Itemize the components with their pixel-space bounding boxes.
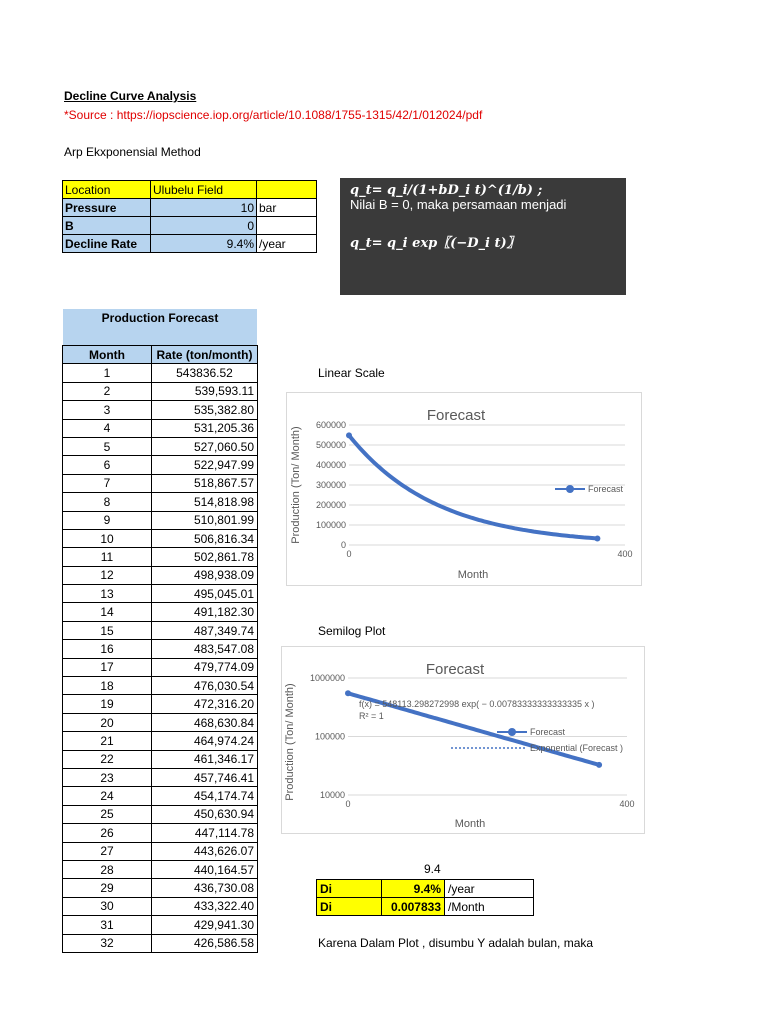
- rate-cell[interactable]: 498,938.09: [152, 566, 258, 584]
- month-cell[interactable]: 14: [63, 603, 152, 621]
- month-cell[interactable]: 22: [63, 750, 152, 768]
- linear-forecast-chart[interactable]: [286, 392, 642, 586]
- table-row: [63, 529, 258, 547]
- rate-cell[interactable]: 514,818.98: [152, 493, 258, 511]
- y-axis-label: Production (Ton/ Month): [290, 426, 302, 544]
- x-tick-label: 0: [346, 549, 352, 559]
- table-row: [63, 548, 258, 566]
- data-point: [346, 432, 352, 438]
- rate-cell[interactable]: 464,974.24: [152, 732, 258, 750]
- table-row: [63, 474, 258, 492]
- param-label[interactable]: B: [63, 217, 151, 235]
- month-cell[interactable]: 31: [63, 916, 152, 934]
- legend-trend-label: Exponential (Forecast ): [530, 743, 624, 753]
- column-header-rate[interactable]: Rate (ton/month): [152, 346, 258, 364]
- y-tick-label: 400000: [315, 460, 346, 470]
- chart-title: Forecast: [425, 661, 485, 678]
- di-row-month: [317, 898, 534, 916]
- series-line: [349, 435, 597, 538]
- month-cell[interactable]: 2: [63, 382, 152, 400]
- param-unit[interactable]: bar: [257, 199, 317, 217]
- param-row-location: [63, 181, 317, 199]
- y-tick-label: 100000: [315, 520, 346, 530]
- month-cell[interactable]: 32: [63, 934, 152, 952]
- table-row: [63, 879, 258, 897]
- param-value[interactable]: Ulubelu Field: [151, 181, 257, 199]
- month-cell[interactable]: 19: [63, 695, 152, 713]
- rate-cell[interactable]: 539,593.11: [152, 382, 258, 400]
- month-cell[interactable]: 10: [63, 529, 152, 547]
- table-row: [63, 603, 258, 621]
- month-cell[interactable]: 18: [63, 677, 152, 695]
- rate-cell[interactable]: 495,045.01: [152, 585, 258, 603]
- month-cell[interactable]: 20: [63, 713, 152, 731]
- di-label[interactable]: Di: [317, 880, 382, 898]
- table-row: [63, 768, 258, 786]
- x-tick-label: 0: [345, 799, 351, 809]
- table-row: [63, 621, 258, 639]
- formula-line-3: q_t= q_i exp〖(−D_i t)〗: [350, 236, 520, 251]
- y-tick-label: 100000: [314, 731, 345, 742]
- param-unit[interactable]: [257, 181, 317, 199]
- formula-line-2: Nilai B = 0, maka persamaan menjadi: [350, 197, 567, 212]
- rate-cell[interactable]: 472,316.20: [152, 695, 258, 713]
- data-point: [594, 535, 600, 541]
- month-cell[interactable]: 4: [63, 419, 152, 437]
- table-row: [63, 750, 258, 768]
- x-tick-label: 400: [617, 549, 633, 559]
- table-row: [63, 787, 258, 805]
- param-value[interactable]: 0: [151, 217, 257, 235]
- semilog-label: Semilog Plot: [318, 624, 386, 638]
- page-title: Decline Curve Analysis: [64, 89, 197, 103]
- di-table: [316, 879, 534, 916]
- rate-cell[interactable]: 468,630.84: [152, 713, 258, 731]
- month-cell[interactable]: 28: [63, 860, 152, 878]
- table-row: [63, 419, 258, 437]
- y-tick-label: 600000: [315, 420, 346, 430]
- di-value[interactable]: 9.4: [424, 862, 441, 876]
- rate-cell[interactable]: 454,174.74: [152, 787, 258, 805]
- table-row: [63, 456, 258, 474]
- table-row: [63, 493, 258, 511]
- rate-cell[interactable]: 522,947.99: [152, 456, 258, 474]
- source-link[interactable]: *Source : https://iopscience.iop.org/article/10.1088/1755-1315/42/1/012024/pdf: [64, 108, 483, 122]
- month-cell[interactable]: 11: [63, 548, 152, 566]
- param-row-b: [63, 217, 317, 235]
- legend-marker: [566, 485, 574, 493]
- table-row: [63, 658, 258, 676]
- di-label[interactable]: Di: [317, 898, 382, 916]
- rate-cell[interactable]: 543836.52: [152, 364, 258, 382]
- rate-cell[interactable]: 483,547.08: [152, 640, 258, 658]
- x-axis-label: Month: [454, 818, 486, 830]
- month-cell[interactable]: 17: [63, 658, 152, 676]
- rate-cell[interactable]: 457,746.41: [152, 768, 258, 786]
- y-tick-label: 200000: [315, 500, 346, 510]
- rate-cell[interactable]: 518,867.57: [152, 474, 258, 492]
- x-axis-label: Month: [457, 569, 489, 581]
- rate-cell[interactable]: 487,349.74: [152, 621, 258, 639]
- y-tick-label: 300000: [315, 480, 346, 490]
- data-point: [345, 690, 351, 696]
- di-value-cell[interactable]: 0.007833: [382, 898, 445, 916]
- y-tick-label: 10000: [319, 790, 345, 800]
- param-label[interactable]: Decline Rate: [63, 235, 151, 253]
- param-row-pressure: [63, 199, 317, 217]
- table-row: [63, 382, 258, 400]
- chart-title: Forecast: [426, 407, 486, 424]
- param-value[interactable]: 9.4%: [151, 235, 257, 253]
- r-squared: R² = 1: [359, 711, 384, 721]
- param-unit[interactable]: /year: [257, 235, 317, 253]
- rate-cell[interactable]: 443,626.07: [152, 842, 258, 860]
- y-tick-label: 1000000: [309, 673, 345, 683]
- month-cell[interactable]: 29: [63, 879, 152, 897]
- month-cell[interactable]: 21: [63, 732, 152, 750]
- table-row: [63, 842, 258, 860]
- rate-cell[interactable]: 531,205.36: [152, 419, 258, 437]
- rate-cell[interactable]: 479,774.09: [152, 658, 258, 676]
- table-row: [63, 364, 258, 382]
- rate-cell[interactable]: 502,861.78: [152, 548, 258, 566]
- rate-cell[interactable]: 491,182.30: [152, 603, 258, 621]
- rate-cell[interactable]: 476,030.54: [152, 677, 258, 695]
- rate-cell[interactable]: 535,382.80: [152, 401, 258, 419]
- legend-marker: [508, 728, 516, 736]
- month-cell[interactable]: 13: [63, 585, 152, 603]
- table-row: [63, 860, 258, 878]
- table-row: [63, 713, 258, 731]
- month-cell[interactable]: 12: [63, 566, 152, 584]
- month-cell[interactable]: 7: [63, 474, 152, 492]
- month-cell[interactable]: 8: [63, 493, 152, 511]
- formula-line-1: q_t= q_i/(1+bD_i t)^(1/b) ;: [350, 183, 543, 198]
- rate-cell[interactable]: 426,586.58: [152, 934, 258, 952]
- table-row: [63, 695, 258, 713]
- rate-cell[interactable]: 461,346.17: [152, 750, 258, 768]
- method-label: Arp Ekxponensial Method: [64, 145, 201, 159]
- param-unit[interactable]: [257, 217, 317, 235]
- table-row: [63, 934, 258, 952]
- month-cell[interactable]: 27: [63, 842, 152, 860]
- param-row-decline-rate: [63, 235, 317, 253]
- month-cell[interactable]: 26: [63, 824, 152, 842]
- table-row: [63, 732, 258, 750]
- param-label[interactable]: Location: [63, 181, 151, 199]
- table-row: [63, 824, 258, 842]
- table-row: [63, 640, 258, 658]
- column-header-month[interactable]: Month: [63, 346, 152, 364]
- formula-box[interactable]: [340, 178, 626, 295]
- table-row: [63, 805, 258, 823]
- month-cell[interactable]: 25: [63, 805, 152, 823]
- month-cell[interactable]: 24: [63, 787, 152, 805]
- legend-label: Forecast: [530, 727, 566, 737]
- month-cell[interactable]: 30: [63, 897, 152, 915]
- month-cell[interactable]: 9: [63, 511, 152, 529]
- month-cell[interactable]: 6: [63, 456, 152, 474]
- rate-cell[interactable]: 433,322.40: [152, 897, 258, 915]
- di-unit[interactable]: /year: [445, 880, 534, 898]
- semilog-forecast-chart[interactable]: [281, 646, 645, 834]
- rate-cell[interactable]: 440,164.57: [152, 860, 258, 878]
- x-tick-label: 400: [619, 799, 635, 809]
- table-row: [63, 401, 258, 419]
- di-value-cell[interactable]: 9.4%: [382, 880, 445, 898]
- table-row: [63, 566, 258, 584]
- di-unit[interactable]: /Month: [445, 898, 534, 916]
- month-cell[interactable]: 5: [63, 437, 152, 455]
- month-cell[interactable]: 16: [63, 640, 152, 658]
- param-label[interactable]: Pressure: [63, 199, 151, 217]
- di-row-year: [317, 880, 534, 898]
- table-row: [63, 437, 258, 455]
- rate-cell[interactable]: 429,941.30: [152, 916, 258, 934]
- legend-label: Forecast: [588, 484, 624, 494]
- note-text: Karena Dalam Plot , disumbu Y adalah bulan, maka: [318, 936, 594, 950]
- table-row: [63, 511, 258, 529]
- rate-cell[interactable]: 506,816.34: [152, 529, 258, 547]
- y-axis-label: Production (Ton/ Month): [284, 683, 296, 801]
- rate-cell[interactable]: 510,801.99: [152, 511, 258, 529]
- y-tick-label: 0: [340, 540, 346, 550]
- trendline-equation: f(x) = 548113.298272998 exp( − 0.00783333333333335 x ): [359, 699, 595, 709]
- data-point: [596, 762, 602, 768]
- rate-cell[interactable]: 527,060.50: [152, 437, 258, 455]
- month-cell[interactable]: 15: [63, 621, 152, 639]
- rate-cell[interactable]: 450,630.94: [152, 805, 258, 823]
- production-forecast-heading[interactable]: Production Forecast: [63, 309, 257, 345]
- y-tick-label: 500000: [315, 440, 346, 450]
- rate-cell[interactable]: 436,730.08: [152, 879, 258, 897]
- table-row: [63, 585, 258, 603]
- table-row: [63, 677, 258, 695]
- month-cell[interactable]: 3: [63, 401, 152, 419]
- rate-cell[interactable]: 447,114.78: [152, 824, 258, 842]
- month-cell[interactable]: 1: [63, 364, 152, 382]
- table-row: [63, 897, 258, 915]
- month-cell[interactable]: 23: [63, 768, 152, 786]
- parameters-table: [62, 180, 317, 253]
- linear-scale-label: Linear Scale: [318, 366, 385, 380]
- table-row: [63, 916, 258, 934]
- param-value[interactable]: 10: [151, 199, 257, 217]
- production-table: [62, 345, 258, 953]
